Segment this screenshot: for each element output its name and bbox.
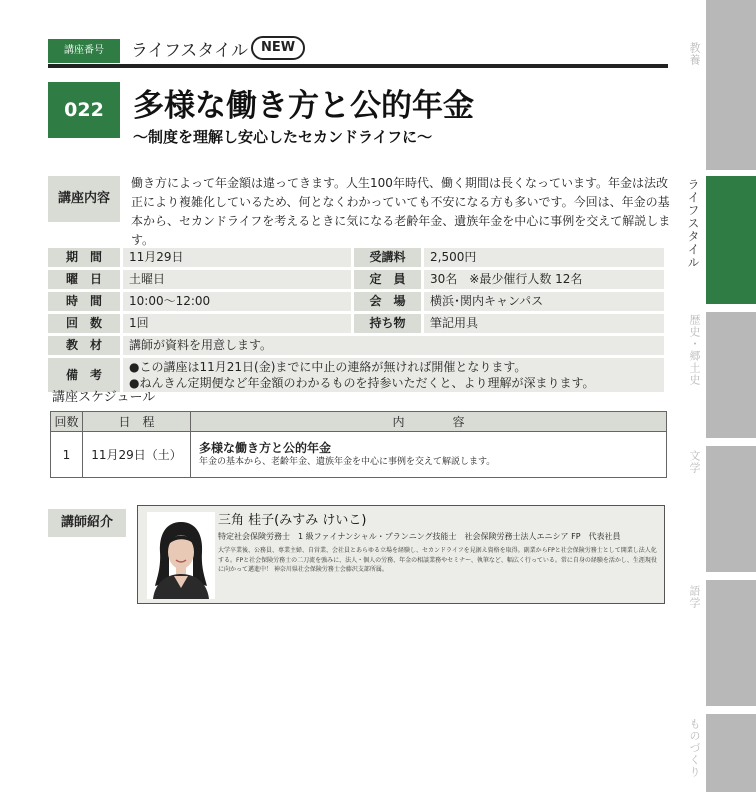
category-title: ライフスタイル (131, 41, 248, 61)
schedule-table (50, 411, 667, 478)
side-tab-history[interactable]: 歴史・郷土史 (688, 314, 701, 386)
info-row (48, 314, 664, 333)
side-tab-culture[interactable]: 教養 (688, 42, 701, 66)
schedule-header-no: 回数 (51, 412, 83, 432)
instructor-title: 特定社会保険労務士 1 級ファイナンシャル・プランニング技能士 社会保険労務士法人エニシア FP 代表社員 (218, 532, 621, 541)
schedule-no: 1 (51, 432, 83, 478)
side-tab-lifestyle[interactable]: ライフスタイル (686, 178, 700, 269)
side-tab-bar-crafts[interactable] (706, 714, 756, 792)
info-row (48, 358, 664, 392)
schedule-date: 11月29日（土） (83, 432, 191, 478)
side-tab-bar-history[interactable] (706, 312, 756, 438)
time-value: 10:00〜12:00 (120, 292, 351, 311)
notes-value (120, 358, 664, 392)
instructor-name: 三角 桂子(みすみ けいこ) (218, 513, 367, 528)
course-code-label: 講座番号 (48, 39, 120, 63)
day-label: 曜 日 (48, 270, 120, 289)
course-code: 022 (48, 82, 120, 138)
day-value: 土曜日 (120, 270, 351, 289)
content-label: 講座内容 (48, 176, 120, 222)
instructor-label: 講師紹介 (48, 509, 126, 537)
side-tab-literature[interactable]: 文学 (688, 450, 701, 474)
side-tabs (678, 0, 756, 792)
capacity-value: 30名 ※最少催行人数 12名 (421, 270, 664, 289)
items-value: 筆記用具 (421, 314, 664, 333)
fee-label: 受講料 (351, 248, 421, 267)
instructor-card (137, 505, 665, 604)
items-label: 持ち物 (351, 314, 421, 333)
schedule-title: 講座スケジュール (52, 390, 156, 405)
period-label: 期 間 (48, 248, 120, 267)
content-text: 働き方によって年金額は違ってきます。人生100年時代、働く期間は長くなっています。年金は法改正により複雑化しているため、何となくわかっていても不安になる方も多いです。今回は、年金の基本から、セカンドライフを考えるときに気になる老齢年金、遺族年金を中心に事例を交えて解説します。 (131, 176, 671, 247)
info-row (48, 292, 664, 311)
material-value: 講師が資料を用意します。 (120, 336, 664, 355)
side-tab-crafts[interactable]: ものづくり (688, 718, 701, 778)
side-tab-bar-literature[interactable] (706, 446, 756, 572)
time-label: 時 間 (48, 292, 120, 311)
info-row (48, 270, 664, 289)
capacity-label: 定 員 (351, 270, 421, 289)
instructor-photo (147, 512, 215, 599)
schedule-header-date: 日 程 (83, 412, 191, 432)
info-row (48, 248, 664, 267)
schedule-row (51, 432, 667, 478)
portrait-icon (147, 512, 215, 599)
notes-label: 備 考 (48, 358, 120, 392)
page-title: 多様な働き方と公的年金 (133, 88, 474, 124)
side-tab-language[interactable]: 語学 (688, 585, 701, 609)
fee-value: 2,500円 (421, 248, 664, 267)
side-tab-bar-lifestyle[interactable] (706, 176, 756, 304)
schedule-desc: 年金の基本から、老齢年金、遺族年金を中心に事例を交えて解説します。 (199, 457, 496, 467)
note-line: ●ねんきん定期便など年金額のわかるものを持参いただくと、より理解が深まります。 (129, 376, 595, 390)
note-line: ●この講座は11月21日(金)までに中止の連絡が無ければ開催となります。 (129, 360, 527, 374)
count-label: 回 数 (48, 314, 120, 333)
side-tab-bar-culture[interactable] (706, 0, 756, 170)
material-label: 教 材 (48, 336, 120, 355)
course-info-table (48, 245, 664, 395)
schedule-header-content: 内 容 (191, 412, 667, 432)
new-badge: NEW (251, 36, 305, 60)
venue-value: 横浜･関内キャンパス (421, 292, 664, 311)
count-value: 1回 (120, 314, 351, 333)
side-tab-bar-language[interactable] (706, 580, 756, 706)
header-divider (48, 64, 668, 68)
schedule-content (191, 432, 667, 478)
schedule-header-row (51, 412, 667, 432)
venue-label: 会 場 (351, 292, 421, 311)
info-row (48, 336, 664, 355)
page-subtitle: 〜制度を理解し安心したセカンドライフに〜 (133, 128, 433, 146)
instructor-bio: 大学卒業後、公務員、専業主婦、自営業、会社員とあらゆる立場を経験し、セカンドライフを見据え資格を取得。副業からFPと社会保険労務士として開業し法人化する。FPと社会保険労務士の二刀流を強みに、法人・個人の労務、年金の相談業務やセミナー、執筆など、幅広く行っている。常に自身の経験を活かし、生涯現役に向かって邁進中！ 神奈川県社会保険労務士会藤沢支部所属。 (218, 547, 657, 573)
period-value: 11月29日 (120, 248, 351, 267)
schedule-topic: 多様な働き方と公的年金 (199, 441, 332, 455)
